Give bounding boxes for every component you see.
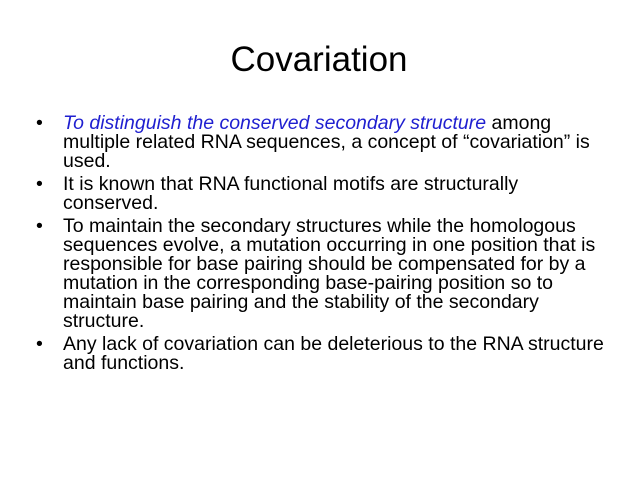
bullet-dot: • <box>36 173 43 195</box>
bullet-text: To maintain the secondary structures while the homologous sequences evolve, a mutation occurring in one position that is responsible for base pairing should be compensated for by a mutation in the corresponding base-pairing position so to maintain base pairing and the stability of the secondary structure. <box>63 215 596 332</box>
bullet-dot: • <box>36 333 43 355</box>
bullet-dot: • <box>36 112 43 134</box>
bullet-dot: • <box>36 215 43 237</box>
bullet-item <box>36 175 606 213</box>
emphasis-text: To distinguish the conserved secondary structure <box>63 112 487 134</box>
slide-title: Covariation <box>230 40 408 79</box>
bullet-list <box>36 114 606 377</box>
bullet-item <box>36 217 606 331</box>
bullet-text: Any lack of covariation can be deleterious to the RNA structure and functions. <box>63 333 604 374</box>
bullet-text: It is known that RNA functional motifs are structurally conserved. <box>63 173 519 214</box>
bullet-text: among multiple related RNA sequences, a concept of “covariation” is used. <box>63 112 590 172</box>
bullet-item <box>36 335 606 373</box>
bullet-item <box>36 114 606 171</box>
